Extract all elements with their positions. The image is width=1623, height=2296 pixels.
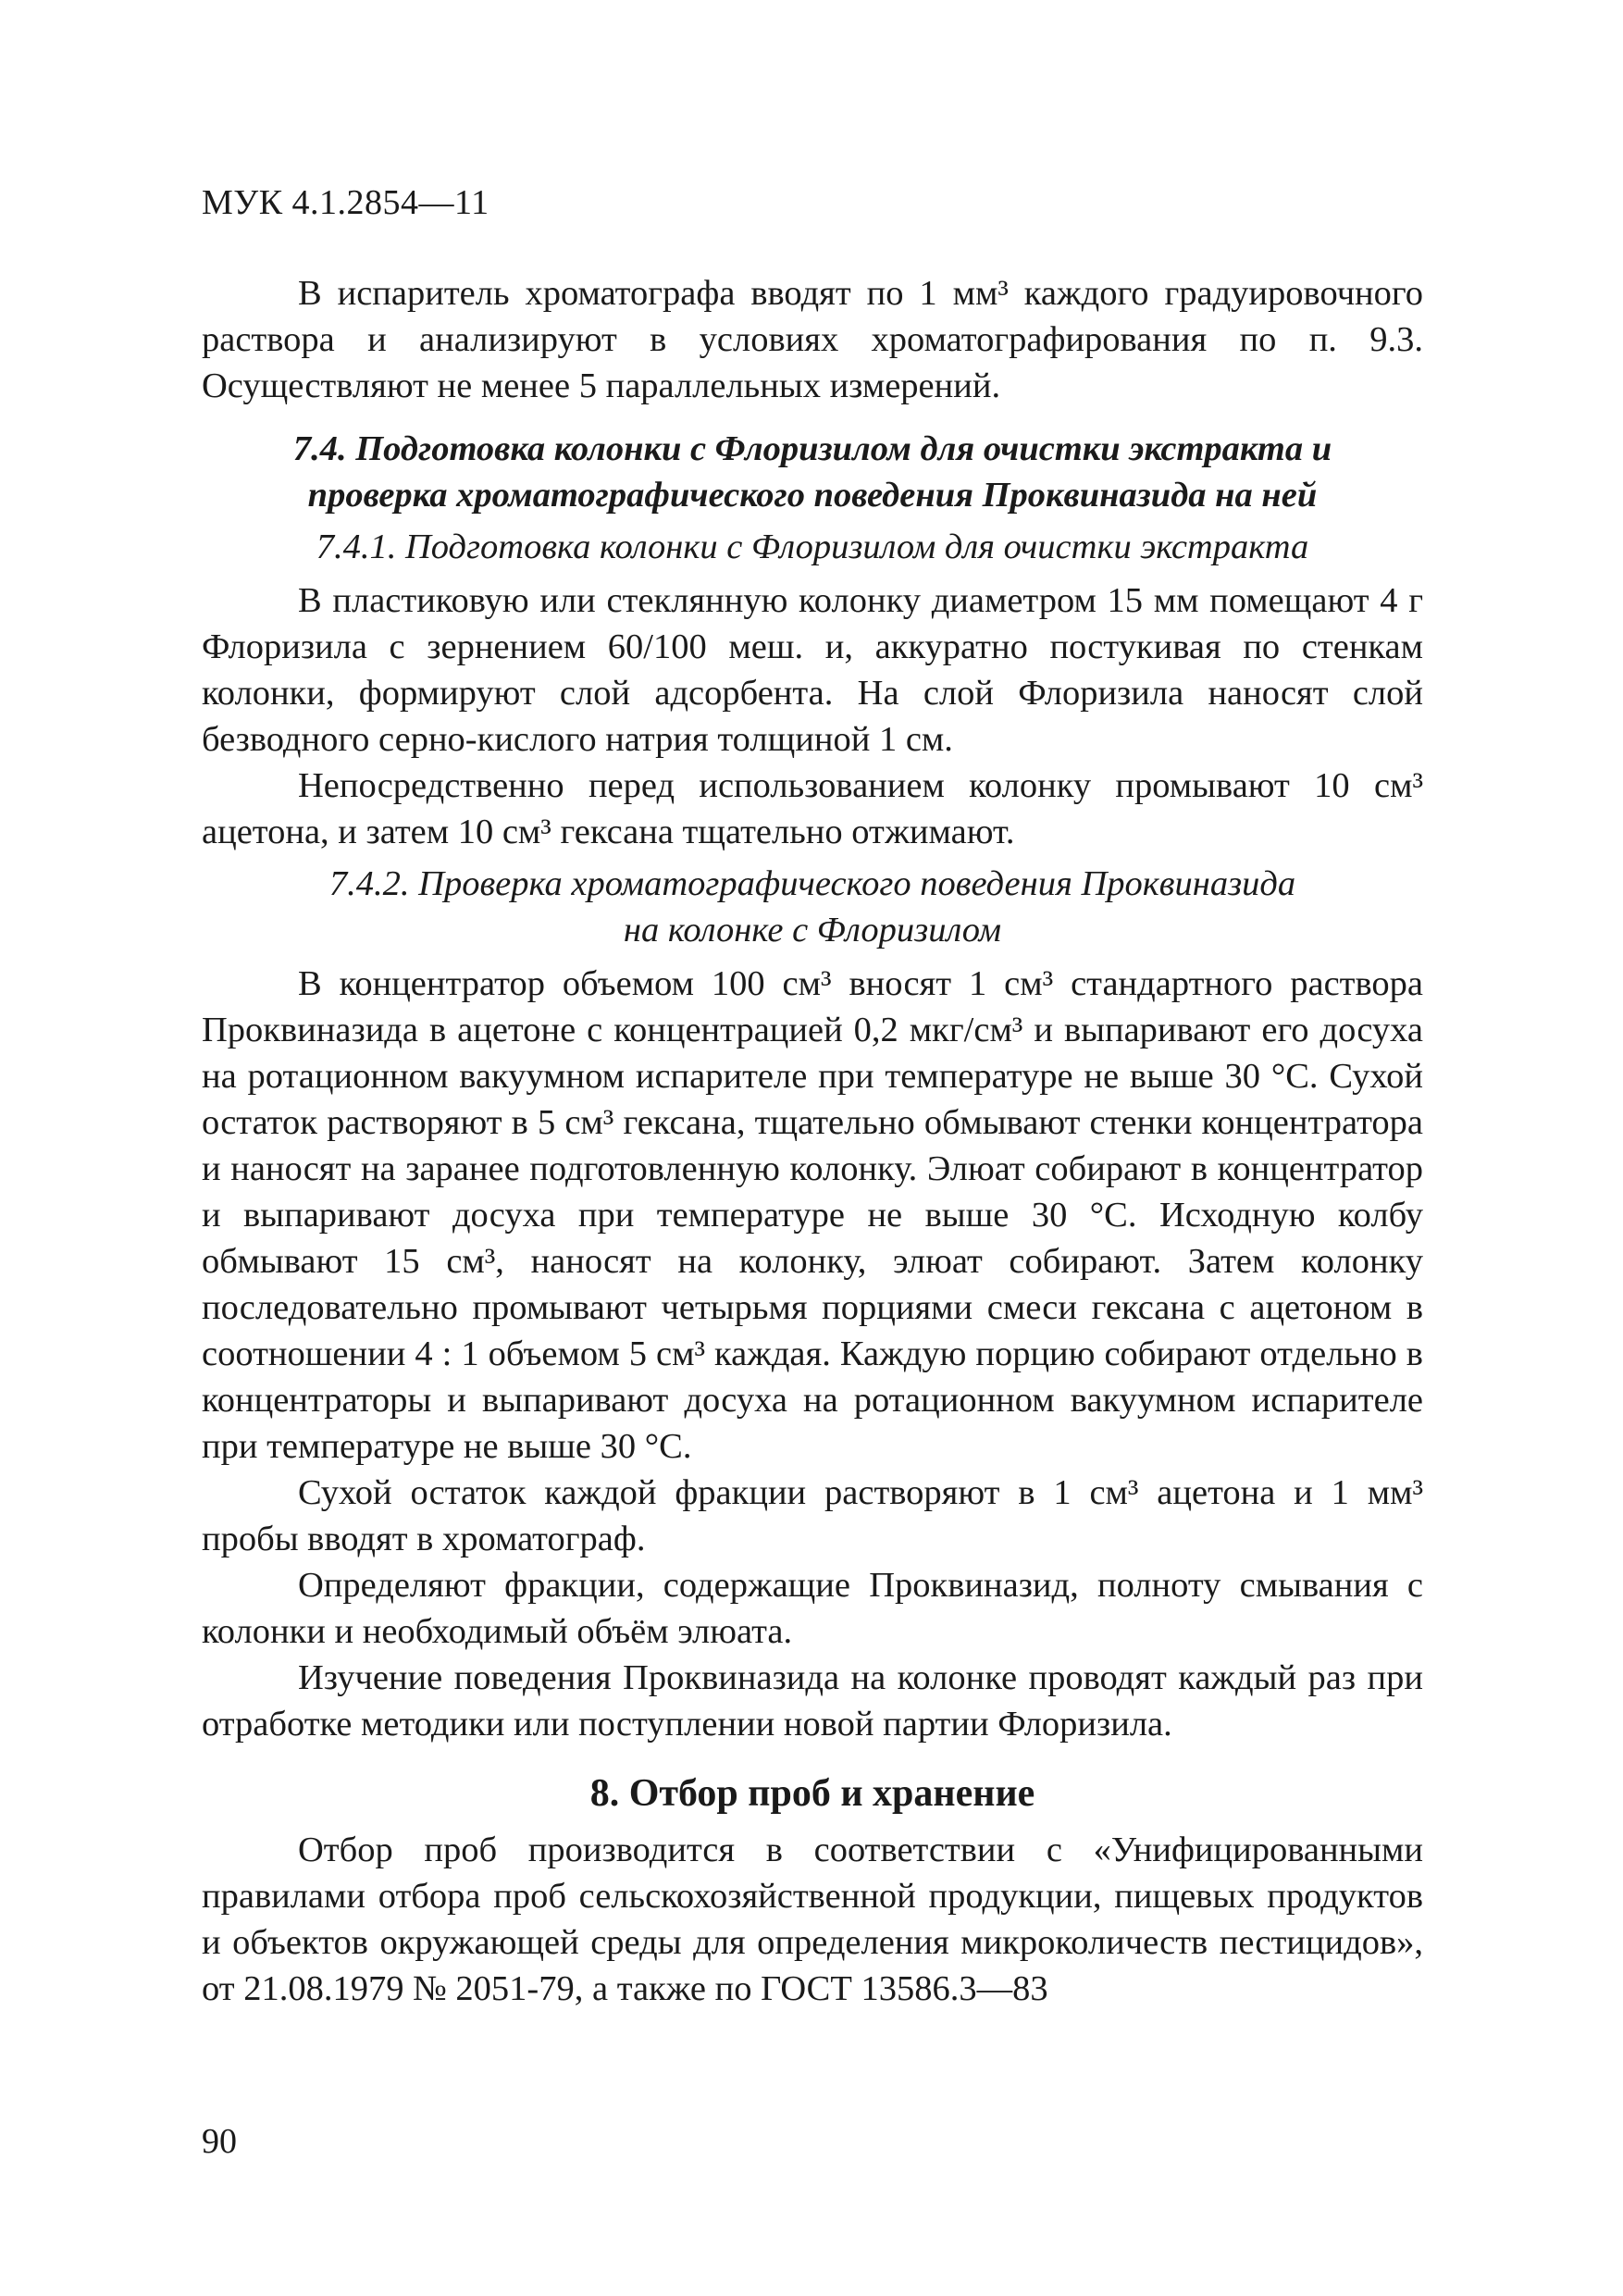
heading-7-4-2 — [202, 861, 1423, 953]
document-body — [202, 270, 1423, 2012]
paragraph-sampling: Отбор проб производится в соответствии с «Унифицированными правилами отбора проб сельскохозяйственной продукции, пищевых продуктов и объектов окружающей среды для определения микроколичеств пестицидов», от 21.08.1979 № 2051-79, а также по ГОСТ 13586.3—83 — [202, 1831, 1423, 2008]
paragraph-fraction-determination: Определяют фракции, содержащие Проквиназид, полноту смывания с колонки и необходимый объём элюата. — [202, 1566, 1423, 1651]
paragraph-behaviour-study: Изучение поведения Проквиназида на колонке проводят каждый раз при отработке методики или поступлении новой партии Флоризила. — [202, 1658, 1423, 1744]
heading-7-4: 7.4. Подготовка колонки с Флоризилом для очистки экстракта и проверка хроматографического поведения Проквиназида на ней — [292, 429, 1332, 515]
paragraph-column-preparation: В пластиковую или стеклянную колонку диаметром 15 мм помещают 4 г Флоризила с зернением 60/100 меш. и, аккуратно постукивая по стенкам колонки, формируют слой адсорбента. На слой Флоризила наносят слой безводного серно-кислого натрия толщиной 1 см. — [202, 581, 1423, 759]
heading-section-8: 8. Отбор проб и хранение — [589, 1772, 1035, 1815]
page-number: 90 — [202, 2122, 237, 2161]
paragraph-fraction-dissolve: Сухой остаток каждой фракции растворяют в 1 см³ ацетона и 1 мм³ пробы вводят в хроматограф. — [202, 1473, 1423, 1558]
document-code-header: МУК 4.1.2854—11 — [202, 183, 489, 222]
paragraph-column-check-procedure: В концентратор объемом 100 см³ вносят 1 см³ стандартного раствора Проквиназида в ацетоне с концентрацией 0,2 мкг/см³ и выпаривают его досуха на ротационном вакуумном испарителе при температуре не выше 30 °С. Сухой остаток растворяют в 5 см³ гексана, тщательно обмывают стенки концентратора и наносят на заранее подготовленную колонку. Элюат собирают в концентратор и выпаривают досуха при температуре не выше 30 °С. Исходную колбу обмывают 15 см³, наносят на колонку, элюат собирают. Затем колонку последовательно промывают четырьмя порциями смеси гексана с ацетоном в соотношении 4 : 1 объемом 5 см³ каждая. Каждую порцию собирают отдельно в концентраторы и выпаривают досуха на ротационном вакуумном испарителе при температуре не выше 30 °С. — [202, 964, 1423, 1466]
heading-7-4-2-line-2: на колонке с Флоризилом — [623, 911, 1002, 949]
heading-7-4-1: 7.4.1. Подготовка колонки с Флоризилом для очистки экстракта — [316, 527, 1309, 566]
paragraph-column-washing: Непосредственно перед использованием колонку промывают 10 см³ ацетона, и затем 10 см³ гексана тщательно отжимают. — [202, 766, 1423, 851]
paragraph-injection: В испаритель хроматографа вводят по 1 мм³ каждого градуировочного раствора и анализируют в условиях хроматографирования по п. 9.3. Осуществляют не менее 5 параллельных измерений. — [202, 274, 1423, 405]
heading-7-4-2-line-1: 7.4.2. Проверка хроматографического поведения Проквиназида — [328, 864, 1296, 903]
